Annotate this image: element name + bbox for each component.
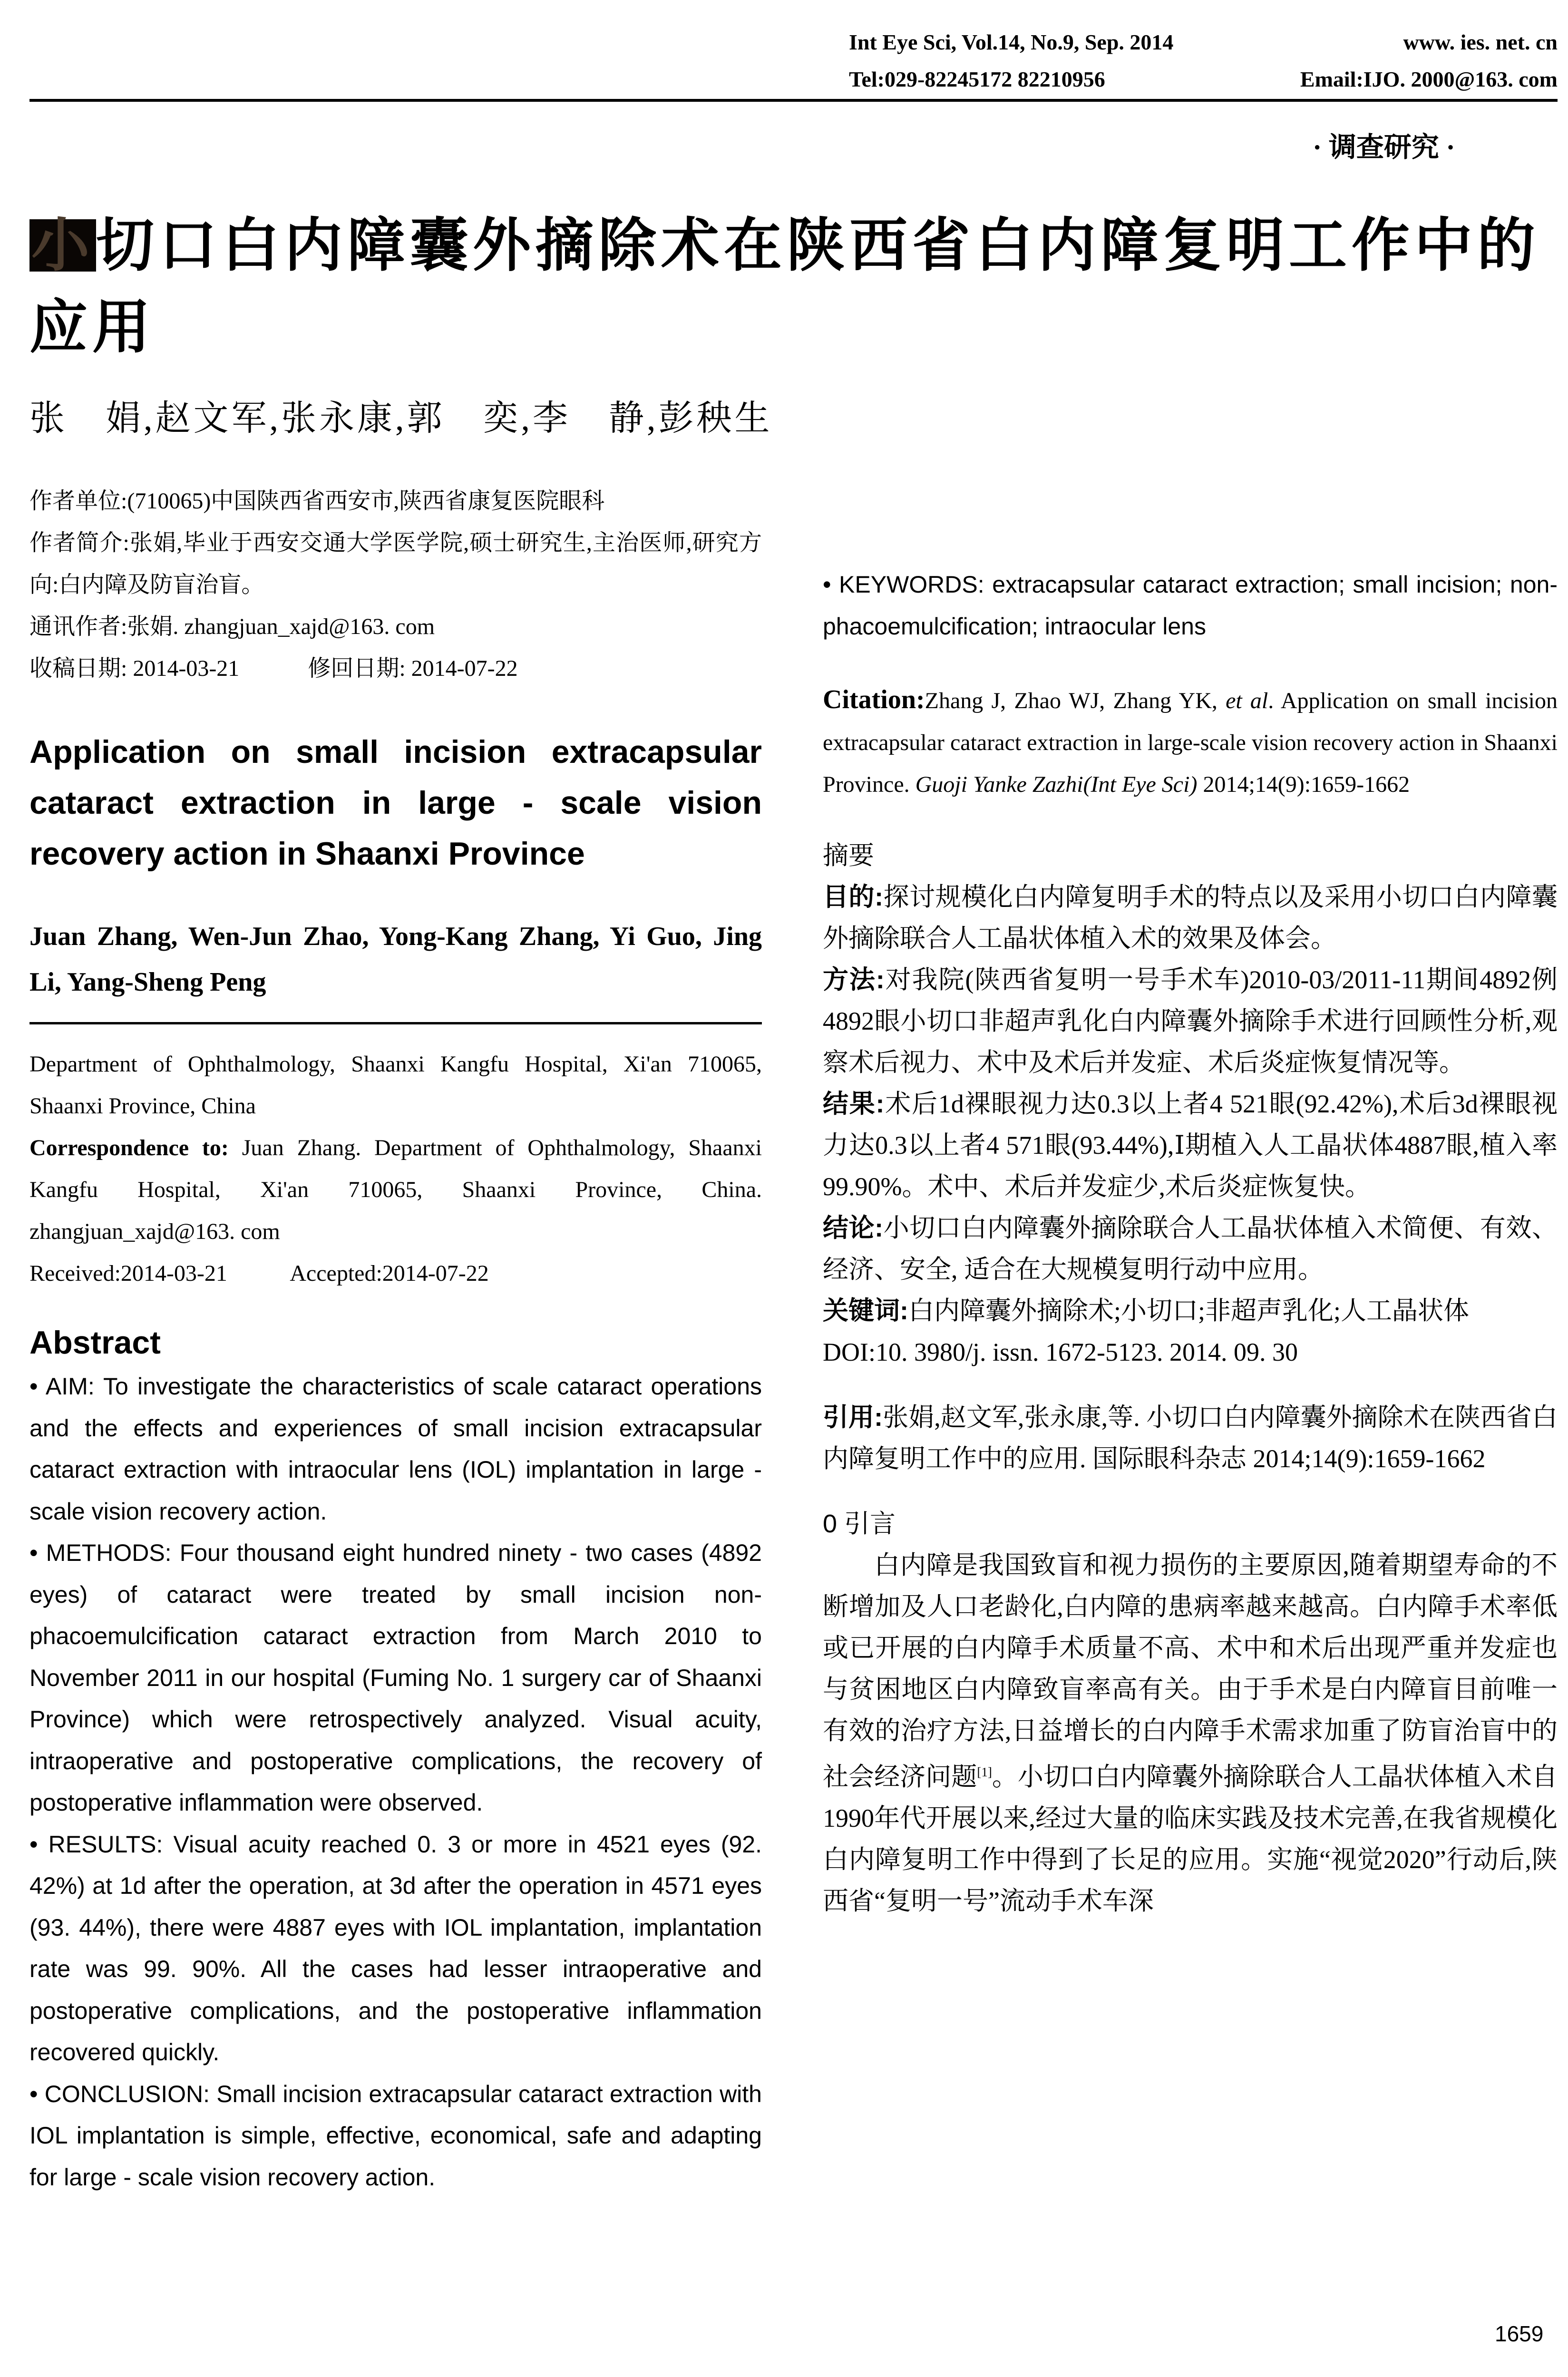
received-date-en: Received:2014-03-21: [29, 1261, 227, 1286]
article-title-en: Application on small incision extracapsular cataract extraction in large - scale vision recovery action in Shaanxi Province: [29, 734, 762, 872]
right-column: [823, 480, 1558, 1922]
conclusion-label: • CONCLUSION:: [29, 2080, 210, 2107]
citation-en: [823, 679, 1558, 806]
aim-label: • AIM:: [29, 1373, 95, 1400]
journal-website[interactable]: www. ies. net. cn: [1403, 30, 1558, 54]
title-rest: 切口白内障囊外摘除术在陕西省白内障复明工作中的应用: [29, 213, 1540, 360]
correspondence-label: Correspondence to:: [29, 1135, 229, 1160]
cn-aim-text: 探讨规模化白内障复明手术的特点以及采用小切口白内障囊外摘除联合人工晶状体植入术的效果及体会。: [823, 883, 1558, 953]
journal-header-line2: [849, 67, 1558, 92]
abstract-methods: [29, 1532, 762, 1824]
aim-text: To investigate the characteristics of scale cataract operations and the effects and experiences of small incision extracapsular cataract extraction with intraocular lens (IOL) implantation in large - scale vision recovery action.: [29, 1373, 762, 1525]
authors-cn: 张 娟,赵文军,张永康,郭 奕,李 静,彭秧生: [29, 399, 773, 438]
article-title-cn: [29, 205, 1561, 368]
authors-divider: [29, 1022, 762, 1024]
journal-tel: Tel:029-82245172 82210956: [849, 67, 1105, 91]
dates-cn: [29, 648, 762, 690]
cn-citation-label: 引用:: [823, 1403, 883, 1432]
citation-ref: 2014;14(9):1659-1662: [1197, 772, 1410, 797]
page-number: 1659: [1495, 2321, 1544, 2346]
dates-en: [29, 1253, 762, 1295]
cn-conclusion-label: 结论:: [823, 1214, 884, 1242]
keywords-label: • KEYWORDS:: [823, 571, 984, 598]
cn-keywords-text: 白内障囊外摘除术;小切口;非超声乳化;人工晶状体: [908, 1296, 1469, 1325]
journal-email[interactable]: Email:IJO. 2000@163. com: [1300, 67, 1558, 91]
author-unit: 作者单位:(710065)中国陕西省西安市,陕西省康复医院眼科: [29, 488, 605, 514]
intro-text-1: 白内障是我国致盲和视力损伤的主要原因,随着期望寿命的不断增加及人口老龄化,白内障的患病率越来越高。白内障手术率低或已开展的白内障手术质量不高、术中和术后出现严重并发症也与贫困地区白内障致盲率高有关。由于手术是白内障盲目前唯一有效的治疗方法,日益增长的白内障手术需求加重了防盲治盲中的社会经济问题: [823, 1551, 1558, 1791]
cn-aim: [823, 877, 1558, 959]
correspondence-en: [29, 1127, 762, 1253]
results-label: • RESULTS:: [29, 1831, 163, 1858]
journal-citation: Int Eye Sci, Vol.14, No.9, Sep. 2014: [849, 30, 1174, 54]
corresponding-author: 通讯作者:张娟. zhangjuan_xajd@163. com: [29, 614, 435, 639]
intro-text-2: 。小切口白内障囊外摘除联合人工晶状体植入术自1990年代开展以来,经过大量的临床实践及技术完善,在我省规模化白内障复明工作中得到了长足的应用。实施“视觉2020”行动后,陕西省“复明一号”流动手术车深: [823, 1763, 1558, 1915]
abstract-heading: Abstract: [29, 1325, 161, 1361]
cn-methods-text: 对我院(陕西省复明一号手术车)2010-03/2011-11期间4892例4892眼小切口非超声乳化白内障囊外摘除手术进行回顾性分析,观察术后视力、术中及术后并发症、术后炎症恢复情况等。: [823, 965, 1558, 1077]
abstract-aim: [29, 1366, 762, 1532]
doi[interactable]: DOI:10. 3980/j. issn. 1672-5123. 2014. 09. 30: [823, 1338, 1298, 1366]
citation-label: Citation:: [823, 685, 925, 714]
cn-aim-label: 目的:: [823, 883, 884, 911]
authors-en: Juan Zhang, Wen-Jun Zhao, Yong-Kang Zhang, Yi Guo, Jing Li, Yang-Sheng Peng: [29, 922, 762, 997]
left-column: [29, 480, 762, 2198]
results-text: Visual acuity reached 0. 3 or more in 4521 eyes (92. 42%) at 1d after the operation, at 3d after the operation in 4571 eyes (93. 44%), there were 4887 eyes with IOL implantation, implantation rate was 99. 90%. All the cases had lesser intraoperative and postoperative complications, and the postoperative inflammation recovered quickly.: [29, 1831, 762, 2065]
citation-title: . Application on small incision extracapsular cataract extraction in large-scale vision recovery action in Shaanxi Province.: [823, 688, 1558, 797]
author-intro: 作者简介:张娟,毕业于西安交通大学医学院,硕士研究生,主治医师,研究方向:白内障及防盲治盲。: [29, 530, 762, 597]
header-divider: [29, 99, 1558, 102]
title-first-char: 小: [29, 219, 96, 272]
journal-header-line1: [849, 29, 1558, 55]
abstract-conclusion: [29, 2074, 762, 2199]
keywords-text: extracapsular cataract extraction; small incision; non-phacoemulcification; intraocular lens: [823, 571, 1558, 640]
cn-citation-text: 张娟,赵文军,张永康,等. 小切口白内障囊外摘除术在陕西省白内障复明工作中的应用. 国际眼科杂志 2014;14(9):1659-1662: [823, 1403, 1558, 1473]
cn-citation: [823, 1397, 1558, 1480]
cn-keywords-label: 关键词:: [823, 1296, 908, 1325]
cn-results-text: 术后1d裸眼视力达0.3以上者4 521眼(92.42%),术后3d裸眼视力达0.3以上者4 571眼(93.44%),Ⅰ期植入人工晶状体4887眼,植入率99.90%。术中、术后并发症少,术后炎症恢复快。: [823, 1090, 1558, 1201]
correspondence-text: Juan Zhang. Department of Ophthalmology, Shaanxi Kangfu Hospital, Xi'an 710065, Shaanxi Province, China. zhangjuan_xajd@163. com: [29, 1135, 762, 1244]
accepted-date-en: Accepted:2014-07-22: [290, 1261, 489, 1286]
intro-paragraph: [823, 1545, 1558, 1922]
citation-authors: Zhang J, Zhao WJ, Zhang YK,: [925, 688, 1226, 713]
cn-methods-label: 方法:: [823, 965, 885, 994]
abstract-keywords: [823, 564, 1558, 647]
cn-abstract-heading: 摘要: [823, 841, 874, 870]
abstract-results: [29, 1824, 762, 2074]
revised-date-cn: 修回日期: 2014-07-22: [308, 656, 518, 681]
cn-conclusion: [823, 1208, 1558, 1290]
cn-keywords: [823, 1290, 1558, 1332]
affiliation-en: Department of Ophthalmology, Shaanxi Kangfu Hospital, Xi'an 710065, Shaanxi Province, China: [29, 1052, 762, 1119]
section-tag: · 调查研究 ·: [1313, 132, 1455, 163]
received-date-cn: 收稿日期: 2014-03-21: [29, 656, 240, 681]
citation-journal: Guoji Yanke Zazhi(Int Eye Sci): [915, 772, 1198, 797]
cn-results-label: 结果:: [823, 1090, 885, 1118]
citation-etal: et al: [1226, 688, 1268, 713]
methods-text: Four thousand eight hundred ninety - two cases (4892 eyes) of cataract were treated by small incision non-phacoemulcification cataract extraction from March 2010 to November 2011 in our hospital (Fuming No. 1 surgery car of Shaanxi Province) which were retrospectively analyzed. Visual acuity, intraoperative and postoperative complications, the recovery of postoperative inflammation were observed.: [29, 1539, 762, 1816]
cn-conclusion-text: 小切口白内障囊外摘除联合人工晶状体植入术简便、有效、经济、安全, 适合在大规模复明行动中应用。: [823, 1214, 1558, 1284]
intro-heading: 0 引言: [823, 1510, 896, 1538]
conclusion-text: Small incision extracapsular cataract extraction with IOL implantation is simple, effective, economical, safe and adapting for large - scale vision recovery action.: [29, 2080, 762, 2191]
methods-label: • METHODS:: [29, 1539, 172, 1566]
reference-1[interactable]: [1]: [977, 1765, 992, 1779]
cn-results: [823, 1083, 1558, 1208]
cn-methods: [823, 959, 1558, 1083]
